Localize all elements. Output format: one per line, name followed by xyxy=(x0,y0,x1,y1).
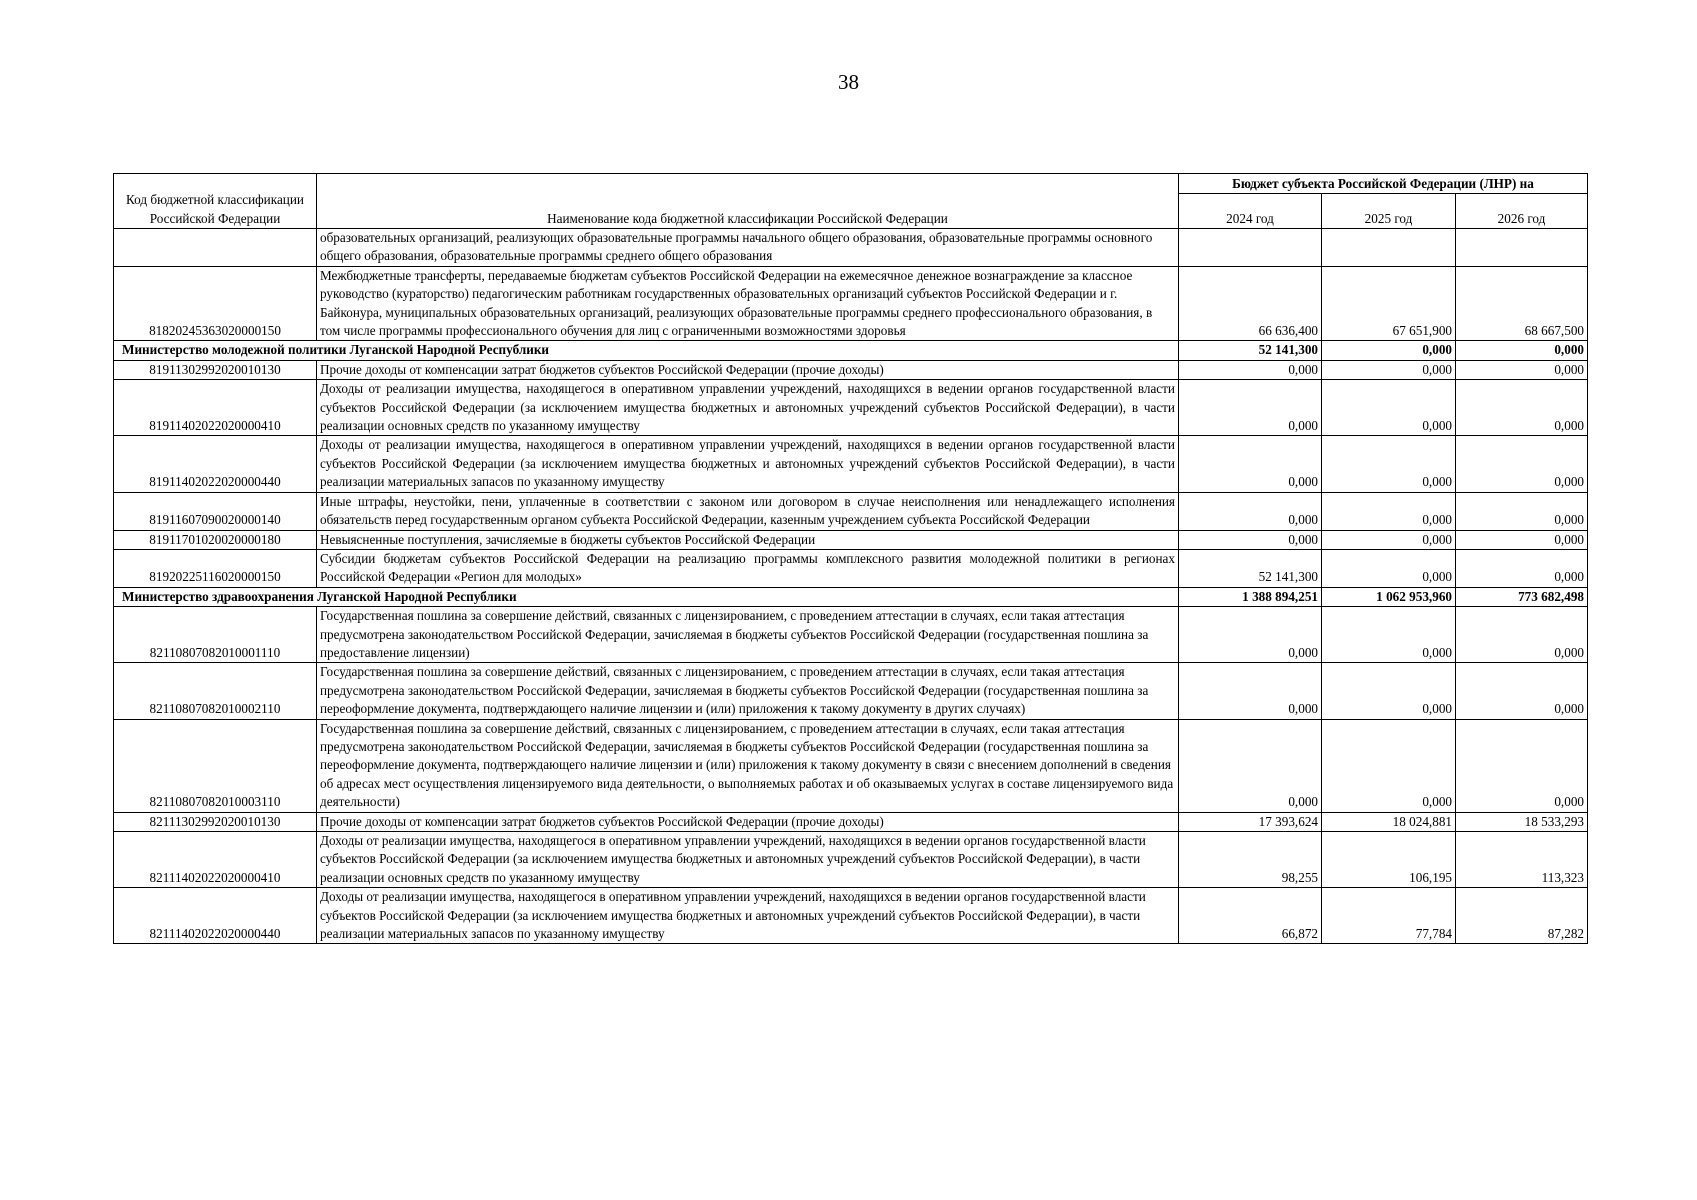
budget-code-name: Иные штрафы, неустойки, пени, уплаченные в соответствии с законом или договором в случае неисполнения или ненадлежащего исполнения обязательств перед государственным органом субъекта Российской Федерации, казенным учреждением субъекта Российской Федерации xyxy=(317,492,1179,530)
table-row xyxy=(114,380,1588,436)
ministry-row xyxy=(114,341,1588,360)
value-2026: 68 667,500 xyxy=(1456,266,1588,341)
value-2026: 773 682,498 xyxy=(1456,587,1588,606)
value-2024: 0,000 xyxy=(1179,492,1322,530)
value-2026: 0,000 xyxy=(1456,360,1588,379)
table-header xyxy=(114,174,1588,229)
value-2026 xyxy=(1456,229,1588,267)
table-row xyxy=(114,229,1588,267)
budget-code: 82111402022020000440 xyxy=(114,888,317,944)
value-2025: 0,000 xyxy=(1322,530,1456,549)
budget-code: 82110807082010002110 xyxy=(114,663,317,719)
value-2024: 0,000 xyxy=(1179,719,1322,812)
value-2025: 0,000 xyxy=(1322,436,1456,492)
ministry-name: Министерство молодежной политики Луганской Народной Республики xyxy=(114,341,1179,360)
value-2025: 0,000 xyxy=(1322,663,1456,719)
budget-code-name: Доходы от реализации имущества, находящегося в оперативном управлении учреждений, находящихся в ведении органов государственной власти субъектов Российской Федерации (за исключением имущества бюджетных и автономных учреждений субъектов Российской Федерации), в части реализации основных средств по указанному имуществу xyxy=(317,380,1179,436)
table-row xyxy=(114,832,1588,888)
value-2026: 0,000 xyxy=(1456,607,1588,663)
value-2025: 0,000 xyxy=(1322,341,1456,360)
value-2024: 17 393,624 xyxy=(1179,812,1322,831)
table-row xyxy=(114,549,1588,587)
budget-code-name: Доходы от реализации имущества, находящегося в оперативном управлении учреждений, находящихся в ведении органов государственной власти субъектов Российской Федерации (за исключением имущества бюджетных и автономных учреждений субъектов Российской Федерации), в части реализации материальных запасов по указанному имуществу xyxy=(317,436,1179,492)
budget-code-name: Невыясненные поступления, зачисляемые в бюджеты субъектов Российской Федерации xyxy=(317,530,1179,549)
budget-code: 81920225116020000150 xyxy=(114,549,317,587)
table-row xyxy=(114,607,1588,663)
table-row xyxy=(114,663,1588,719)
value-2025: 0,000 xyxy=(1322,549,1456,587)
value-2025: 106,195 xyxy=(1322,832,1456,888)
value-2025: 0,000 xyxy=(1322,607,1456,663)
budget-table xyxy=(113,173,1588,944)
budget-code-name: Государственная пошлина за совершение действий, связанных с лицензированием, с проведением аттестации в случаях, если такая аттестация предусмотрена законодательством Российской Федерации, зачисляемая в бюджеты субъектов Российской Федерации (государственная пошлина за переоформление документа, подтверждающего наличие лицензии и (или) приложения к такому документу в других случаях) xyxy=(317,663,1179,719)
value-2025: 0,000 xyxy=(1322,492,1456,530)
value-2026: 0,000 xyxy=(1456,492,1588,530)
table-row xyxy=(114,266,1588,341)
budget-code: 81911402022020000440 xyxy=(114,436,317,492)
value-2024 xyxy=(1179,229,1322,267)
budget-code: 82111402022020000410 xyxy=(114,832,317,888)
budget-code-name: Межбюджетные трансферты, передаваемые бюджетам субъектов Российской Федерации на ежемесячное денежное вознаграждение за классное руководство (кураторство) педагогическим работникам государственных образовательных организаций субъектов Российской Федерации и г. Байконура, муниципальных образовательных организаций, реализующих образовательные программы среднего профессионального образования, в том числе программы профессионального обучения для лиц с ограниченными возможностями здоровья xyxy=(317,266,1179,341)
budget-code: 81820245363020000150 xyxy=(114,266,317,341)
value-2024: 0,000 xyxy=(1179,663,1322,719)
value-2024: 0,000 xyxy=(1179,607,1322,663)
table-row xyxy=(114,812,1588,831)
budget-code-name: Доходы от реализации имущества, находящегося в оперативном управлении учреждений, находящихся в ведении органов государственной власти субъектов Российской Федерации (за исключением имущества бюджетных и автономных учреждений субъектов Российской Федерации), в части реализации основных средств по указанному имуществу xyxy=(317,832,1179,888)
budget-code: 81911302992020010130 xyxy=(114,360,317,379)
budget-code: 82110807082010001110 xyxy=(114,607,317,663)
budget-code-name: Субсидии бюджетам субъектов Российской Федерации на реализацию программы комплексного развития молодежной политики в регионах Российской Федерации «Регион для молодых» xyxy=(317,549,1179,587)
budget-code-name: Прочие доходы от компенсации затрат бюджетов субъектов Российской Федерации (прочие доходы) xyxy=(317,812,1179,831)
table-row xyxy=(114,719,1588,812)
table-row xyxy=(114,360,1588,379)
table-row xyxy=(114,436,1588,492)
value-2025: 0,000 xyxy=(1322,380,1456,436)
value-2024: 0,000 xyxy=(1179,436,1322,492)
value-2024: 52 141,300 xyxy=(1179,549,1322,587)
budget-code-name: Государственная пошлина за совершение действий, связанных с лицензированием, с проведением аттестации в случаях, если такая аттестация предусмотрена законодательством Российской Федерации, зачисляемая в бюджеты субъектов Российской Федерации (государственная пошлина за переоформление документа, подтверждающего наличие лицензии и (или) приложения к такому документу в связи с внесением дополнений в сведения об адресах мест осуществления лицензируемого вида деятельности, о выполняемых работах и об оказываемых услугах в составе лицензируемого вида деятельности) xyxy=(317,719,1179,812)
value-2026: 0,000 xyxy=(1456,719,1588,812)
value-2024: 0,000 xyxy=(1179,380,1322,436)
budget-code xyxy=(114,229,317,267)
value-2025 xyxy=(1322,229,1456,267)
header-year-2024: 2024 год xyxy=(1179,194,1322,229)
header-name-column: Наименование кода бюджетной классификации Российской Федерации xyxy=(317,174,1179,229)
value-2026: 0,000 xyxy=(1456,380,1588,436)
header-year-2026: 2026 год xyxy=(1456,194,1588,229)
value-2024: 0,000 xyxy=(1179,360,1322,379)
value-2024: 0,000 xyxy=(1179,530,1322,549)
table-row xyxy=(114,530,1588,549)
value-2025: 1 062 953,960 xyxy=(1322,587,1456,606)
budget-code: 81911701020020000180 xyxy=(114,530,317,549)
value-2025: 0,000 xyxy=(1322,360,1456,379)
budget-code: 82111302992020010130 xyxy=(114,812,317,831)
budget-code-name: образовательных организаций, реализующих образовательные программы начального общего образования, образовательные программы основного общего образования, образовательные программы среднего общего образования xyxy=(317,229,1179,267)
header-year-2025: 2025 год xyxy=(1322,194,1456,229)
value-2026: 0,000 xyxy=(1456,341,1588,360)
header-code-column: Код бюджетной классификации Российской Федерации xyxy=(114,174,317,229)
budget-code: 81911607090020000140 xyxy=(114,492,317,530)
ministry-row xyxy=(114,587,1588,606)
value-2024: 66 636,400 xyxy=(1179,266,1322,341)
value-2026: 87,282 xyxy=(1456,888,1588,944)
value-2024: 1 388 894,251 xyxy=(1179,587,1322,606)
value-2025: 67 651,900 xyxy=(1322,266,1456,341)
value-2026: 0,000 xyxy=(1456,530,1588,549)
value-2025: 77,784 xyxy=(1322,888,1456,944)
budget-code: 82110807082010003110 xyxy=(114,719,317,812)
value-2024: 52 141,300 xyxy=(1179,341,1322,360)
header-budget-group: Бюджет субъекта Российской Федерации (ЛНР) на xyxy=(1179,174,1588,194)
value-2026: 18 533,293 xyxy=(1456,812,1588,831)
page-number: 38 xyxy=(838,70,859,94)
ministry-name: Министерство здравоохранения Луганской Народной Республики xyxy=(114,587,1179,606)
table-body xyxy=(114,229,1588,944)
value-2026: 113,323 xyxy=(1456,832,1588,888)
table-row xyxy=(114,888,1588,944)
value-2024: 98,255 xyxy=(1179,832,1322,888)
budget-code-name: Государственная пошлина за совершение действий, связанных с лицензированием, с проведением аттестации в случаях, если такая аттестация предусмотрена законодательством Российской Федерации, зачисляемая в бюджеты субъектов Российской Федерации (государственная пошлина за предоставление лицензии) xyxy=(317,607,1179,663)
value-2026: 0,000 xyxy=(1456,663,1588,719)
value-2025: 0,000 xyxy=(1322,719,1456,812)
value-2026: 0,000 xyxy=(1456,436,1588,492)
budget-code-name: Прочие доходы от компенсации затрат бюджетов субъектов Российской Федерации (прочие доходы) xyxy=(317,360,1179,379)
value-2024: 66,872 xyxy=(1179,888,1322,944)
table-row xyxy=(114,492,1588,530)
budget-code-name: Доходы от реализации имущества, находящегося в оперативном управлении учреждений, находящихся в ведении органов государственной власти субъектов Российской Федерации (за исключением имущества бюджетных и автономных учреждений субъектов Российской Федерации), в части реализации материальных запасов по указанному имуществу xyxy=(317,888,1179,944)
value-2025: 18 024,881 xyxy=(1322,812,1456,831)
budget-code: 81911402022020000410 xyxy=(114,380,317,436)
value-2026: 0,000 xyxy=(1456,549,1588,587)
